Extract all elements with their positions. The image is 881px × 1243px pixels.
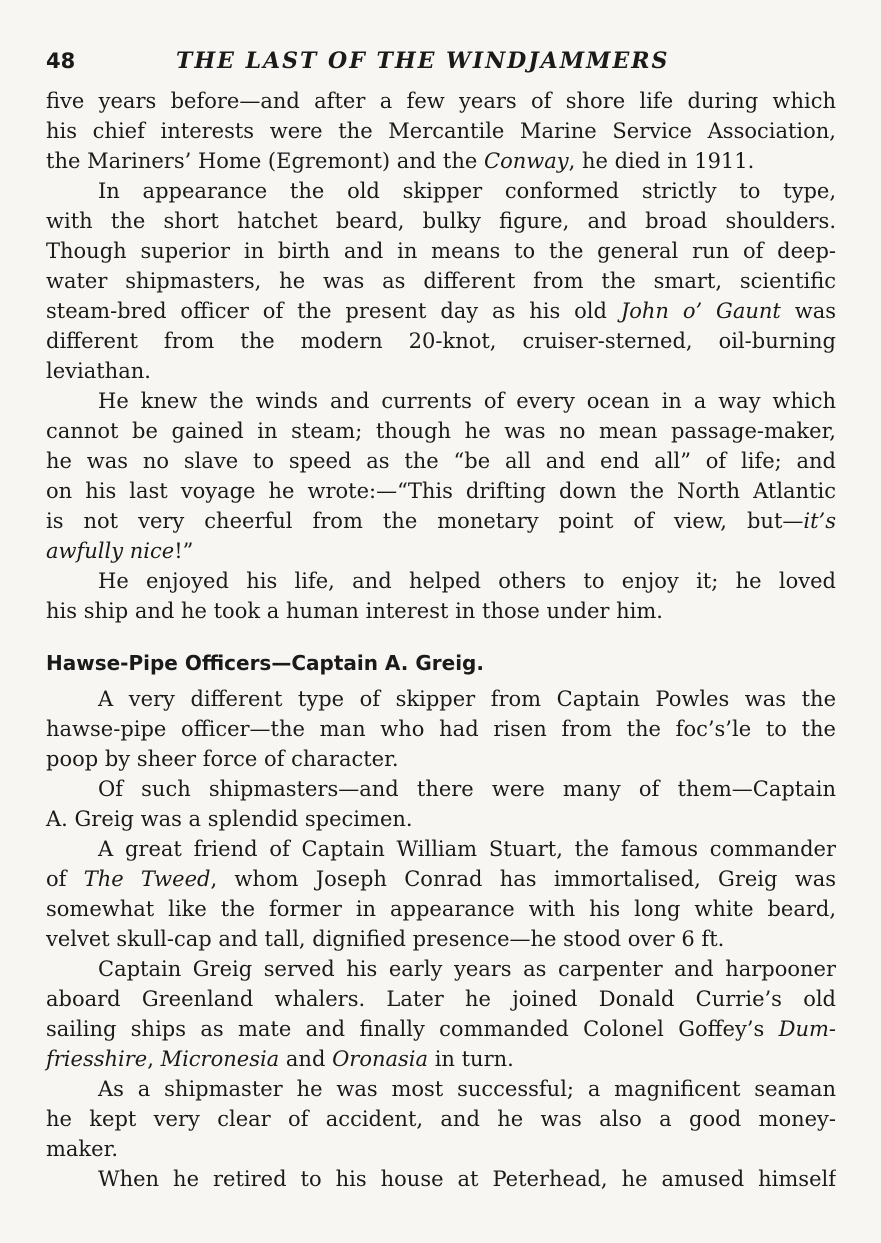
text-line: leviathan. <box>46 359 151 383</box>
book-page <box>46 48 836 1194</box>
paragraph <box>46 1074 836 1164</box>
text-line: on his last voyage he wrote:—“This drifting down the North Atlantic <box>46 479 836 503</box>
running-title: THE LAST OF THE WINDJAMMERS <box>176 48 670 74</box>
text-line: He knew the winds and currents of every ocean in a way which <box>98 389 836 413</box>
text-line: he kept very clear of accident, and he was also a good money- <box>46 1107 836 1131</box>
paragraph <box>46 684 836 774</box>
paragraph <box>46 834 836 954</box>
paragraph <box>46 566 836 626</box>
text-line: maker. <box>46 1137 118 1161</box>
paragraph <box>46 386 836 566</box>
text-line: water shipmasters, he was as different from the smart, scientific <box>46 269 836 293</box>
text-line: of The Tweed, whom Joseph Conrad has immortalised, Greig was <box>46 867 836 891</box>
paragraph <box>46 1164 836 1194</box>
text-line: steam-bred officer of the present day as his old John o’ Gaunt was <box>46 299 836 323</box>
text-line: A very different type of skipper from Captain Powles was the <box>98 687 836 711</box>
text-line: is not very cheerful from the monetary point of view, but—it’s <box>46 509 836 533</box>
text-line: aboard Greenland whalers. Later he joined Donald Currie’s old <box>46 987 836 1011</box>
text-line: Captain Greig served his early years as carpenter and harpooner <box>98 957 836 981</box>
text-line: different from the modern 20-knot, cruiser-sterned, oil-burning <box>46 329 836 353</box>
text-line: He enjoyed his life, and helped others to enjoy it; he loved <box>98 569 836 593</box>
text-line: with the short hatchet beard, bulky figure, and broad shoulders. <box>46 209 836 233</box>
text-line: he was no slave to speed as the “be all and end all” of life; and <box>46 449 836 473</box>
section-heading: Hawse-Pipe Officers—Captain A. Greig. <box>46 651 484 675</box>
paragraph <box>46 774 836 834</box>
text-line: five years before—and after a few years of shore life during which <box>46 89 836 113</box>
text-line: Though superior in birth and in means to the general run of deep- <box>46 239 836 263</box>
text-line: A. Greig was a splendid specimen. <box>46 807 413 831</box>
text-line: his ship and he took a human interest in those under him. <box>46 599 663 623</box>
text-line: In appearance the old skipper conformed strictly to type, <box>98 179 836 203</box>
text-line: When he retired to his house at Peterhead, he amused himself <box>98 1167 836 1191</box>
text-line: the Mariners’ Home (Egremont) and the Conway, he died in 1911. <box>46 149 755 173</box>
text-line: friesshire, Micronesia and Oronasia in turn. <box>46 1047 514 1071</box>
text-line: Of such shipmasters—and there were many of them—Captain <box>98 777 836 801</box>
text-line: cannot be gained in steam; though he was no mean passage-maker, <box>46 419 836 443</box>
text-line: sailing ships as mate and finally commanded Colonel Goffey’s Dum- <box>46 1017 836 1041</box>
paragraph <box>46 954 836 1074</box>
text-line: somewhat like the former in appearance with his long white beard, <box>46 897 836 921</box>
paragraph <box>46 176 836 386</box>
page-number: 48 <box>46 49 76 73</box>
text-line: awfully nice!” <box>46 539 194 563</box>
text-line: As a shipmaster he was most successful; a magnificent seaman <box>98 1077 836 1101</box>
text-line: poop by sheer force of character. <box>46 747 399 771</box>
text-line: A great friend of Captain William Stuart, the famous commander <box>98 837 836 861</box>
text-line: his chief interests were the Mercantile Marine Service Association, <box>46 119 836 143</box>
page-header <box>46 48 836 82</box>
paragraph <box>46 86 836 176</box>
text-line: velvet skull-cap and tall, dignified presence—he stood over 6 ft. <box>46 927 725 951</box>
text-line: hawse-pipe officer—the man who had risen from the foc’s’le to the <box>46 717 836 741</box>
